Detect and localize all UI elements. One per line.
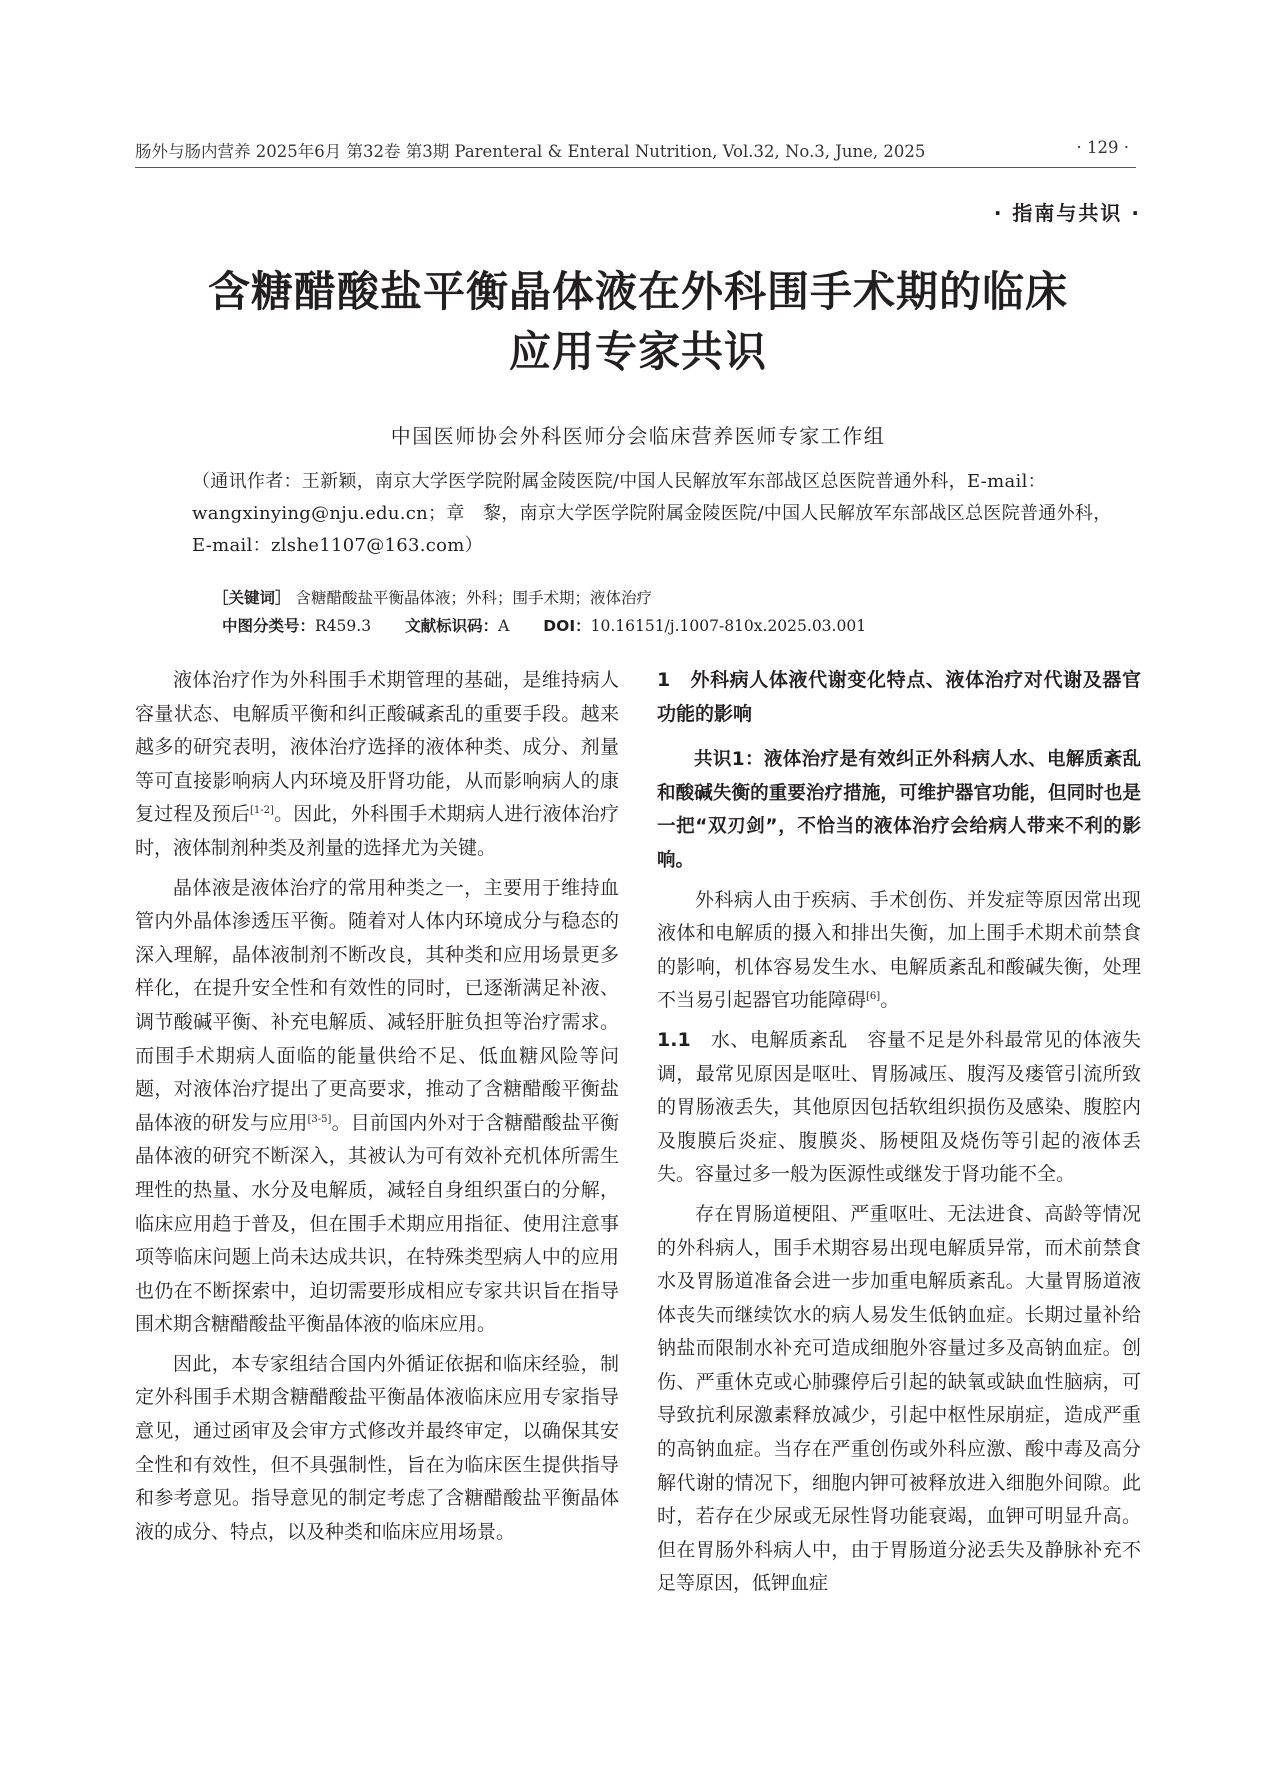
keywords-value: 含糖醋酸盐平衡晶体液；外科；围手术期；液体治疗: [295, 589, 652, 607]
page-number: · 129 ·: [1076, 138, 1129, 157]
title-line-1: 含糖醋酸盐平衡晶体液在外科围手术期的临床: [207, 267, 1068, 316]
paragraph: 晶体液是液体治疗的常用种类之一，主要用于维持血管内外晶体渗透压平衡。随着对人体内环境成分与稳态的深入理解，晶体液制剂不断改良，其种类和应用场景更多样化，在提升安全性和有效性的同时，已逐渐满足补液、调节酸碱平衡、补充电解质、减轻肝脏负担等治疗需求。而围手术期病人面临的能量供给不足、低血糖风险等问题，对液体治疗提出了更高要求，推动了含糖醋酸平衡盐晶体液的研发与应用[3-5]。目前国内外对于含糖醋酸盐平衡晶体液的研究不断深入，其被认为可有效补充机体所需生理性的热量、水分及电解质，减轻自身组织蛋白的分解，临床应用趋于普及，但在围手术期应用指征、使用注意事项等临床问题上尚未达成共识，在特殊类型病人中的应用也仍在不断探索中，迫切需要形成相应专家共识旨在指导围术期含糖醋酸盐平衡晶体液的临床应用。: [135, 876, 619, 1336]
classification-line: [222, 613, 1122, 639]
subsection-number: 1.1: [657, 1028, 691, 1051]
paragraph: 存在胃肠道梗阻、严重呕吐、无法进食、高龄等情况的外科病人，围手术期容易出现电解质异常，而术前禁食水及胃肠道准备会进一步加重电解质紊乱。大量胃肠道液体丧失而继续饮水的病人易发生低钠血症。长期过量补给钠盐而限制水补充可造成细胞外容量过多及高钠血症。创伤、严重休克或心肺骤停后引起的缺氧或缺血性脑病，可导致抗利尿激素释放减少，引起中枢性尿崩症，造成严重的高钠血症。当存在严重创伤或外科应激、酸中毒及高分解代谢的情况下，细胞内钾可被释放进入细胞外间隙。此时，若存在少尿或无尿性肾功能衰竭，血钾可明显升高。但在胃肠外科病人中，由于胃肠道分泌丢失及静脉补充不足等原因，低钾血症: [657, 1202, 1141, 1595]
doi-label: DOI：: [543, 617, 591, 635]
citation[interactable]: [3-5]: [307, 1113, 332, 1125]
consensus-statement: 共识1：液体治疗是有效纠正外科病人水、电解质紊乱和酸碱失衡的重要治疗措施，可维护器官功能，但同时也是一把“双刃剑”，不恰当的液体治疗会给病人带来不利的影响。: [657, 749, 1141, 871]
title-line-2: 应用专家共识: [508, 327, 767, 376]
left-column: [135, 664, 619, 1555]
clc-label: 中图分类号：: [222, 617, 316, 635]
keywords-line: [213, 585, 1113, 611]
clc-value: R459.3: [315, 617, 372, 635]
authors: 中国医师协会外科医师分会临床营养医师专家工作组: [390, 424, 886, 448]
header-rule: [135, 167, 1136, 168]
paragraph: 1.1 水、电解质紊乱 容量不足是外科最常见的体液失调，最常见原因是呕吐、胃肠减压、腹泻及瘘管引流所致的胃肠液丢失，其他原因包括软组织损伤及感染、腹腔内及腹膜后炎症、腹膜炎、肠梗阻及烧伤等引起的液体丢失。容量过多一般为医源性或继发于肾功能不全。: [657, 1028, 1141, 1186]
running-header: [135, 134, 1135, 164]
doc-code-value: A: [498, 617, 510, 635]
journal-info: 肠外与肠内营养 2025年6月 第32卷 第3期 Parenteral & Enteral Nutrition, Vol.32, No.3, June, 2025: [135, 142, 926, 161]
section-tag: · 指南与共识 ·: [993, 201, 1141, 225]
article-title: [135, 262, 1141, 382]
paragraph: 因此，本专家组结合国内外循证依据和临床经验，制定外科围手术期含糖醋酸盐平衡晶体液临床应用专家指导意见，通过函审及会审方式修改并最终审定，以确保其安全性和有效性，但不具强制性，旨在为临床医生提供指导和参考意见。指导意见的制定考虑了含糖醋酸盐平衡晶体液的成分、特点，以及种类和临床应用场景。: [135, 1352, 619, 1543]
citation[interactable]: [6]: [866, 991, 881, 1003]
keywords-label: ［关键词］: [213, 589, 291, 607]
subsection-title: 水、电解质紊乱: [710, 1028, 848, 1051]
paragraph: 外科病人由于疾病、手术创伤、并发症等原因常出现液体和电解质的摄入和排出失衡，加上围手术期术前禁食的影响，机体容易发生水、电解质紊乱和酸碱失衡，处理不当易引起器官功能障碍[6]。: [657, 888, 1141, 1012]
doc-code-label: 文献标识码：: [405, 617, 499, 635]
right-column: [657, 664, 1141, 1607]
doi-value: 10.16151/j.1007-810x.2025.03.001: [590, 617, 867, 635]
citation[interactable]: [1-2]: [250, 805, 274, 817]
correspondence: （通讯作者：王新颖，南京大学医学院附属金陵医院/中国人民解放军东部战区总医院普通外科，E-mail：wangxinying@nju.edu.cn；章 黎，南京大学医学院附属金陵医院/中国人民解放军东部战区总医院普通外科，E-mail：zlshe1107@163.com）: [192, 471, 1112, 556]
section-heading: 1 外科病人体液代谢变化特点、液体治疗对代谢及器官功能的影响: [657, 669, 1141, 725]
paragraph: 液体治疗作为外科围手术期管理的基础，是维持病人容量状态、电解质平衡和纠正酸碱紊乱的重要手段。越来越多的研究表明，液体治疗选择的液体种类、成分、剂量等可直接影响病人内环境及肝肾功能，从而影响病人的康复过程及预后[1-2]。因此，外科围手术期病人进行液体治疗时，液体制剂种类及剂量的选择尤为关键。: [135, 669, 619, 859]
